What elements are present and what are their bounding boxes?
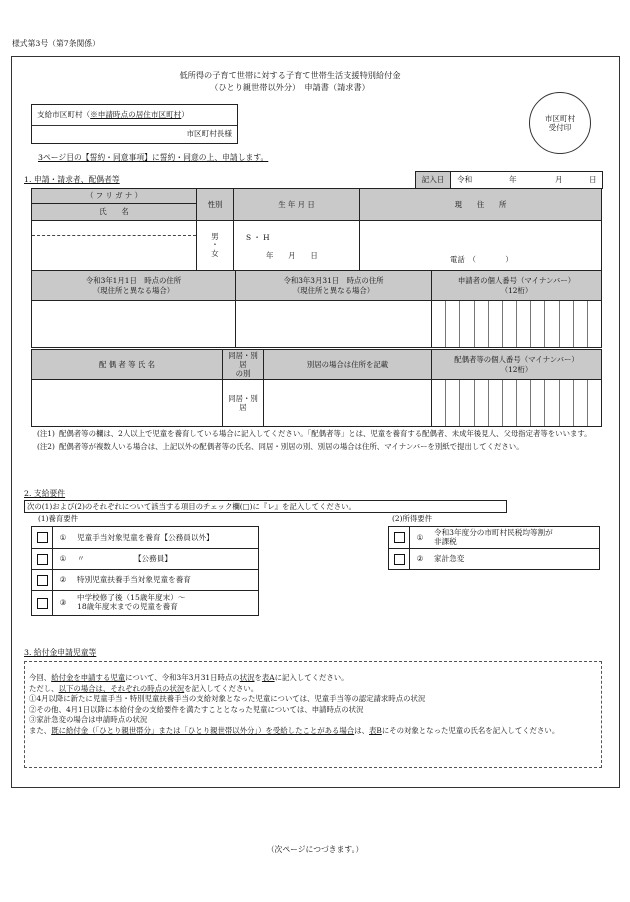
form-number: 様式第3号（第7条関係） bbox=[12, 39, 100, 48]
applicant-mynumber-field[interactable] bbox=[432, 301, 602, 348]
checkbox[interactable] bbox=[37, 598, 48, 609]
separate-address-header: 別居の場合は住所を記載 bbox=[264, 350, 432, 380]
addr-jan1-header: 令和3年1月1日 時点の住所 （現住所と異なる場合） bbox=[32, 271, 236, 301]
section3-box bbox=[24, 661, 602, 768]
spouse-table bbox=[31, 349, 602, 427]
name-field[interactable] bbox=[32, 221, 197, 271]
phone-label: 電話 （ ） bbox=[450, 255, 513, 264]
furigana-header: （ フ リ ガ ナ ） bbox=[32, 189, 197, 204]
form-title-line2: （ひとり親世帯以外分） 申請書（請求書） bbox=[210, 82, 370, 92]
separate-address-field[interactable] bbox=[264, 380, 432, 427]
spouse-name-field[interactable] bbox=[32, 380, 223, 427]
addressee-line1: 支給市区町村（※申請時点の居住市区町村） bbox=[37, 110, 189, 119]
addressee-box bbox=[31, 104, 238, 144]
reception-stamp-circle bbox=[529, 92, 591, 154]
requirement-row: ② 特別児童扶養手当対象児童を養育 bbox=[31, 569, 259, 591]
applicant-table bbox=[31, 188, 602, 271]
section3-p4: ②その他、4月1日以降に本給付金の支給要件を満たすこととなった児童については、申請時点の状況 bbox=[29, 704, 364, 714]
section3-heading: 3. 給付金申請児童等 bbox=[24, 648, 97, 657]
section3-p3: ①4月以降に新たに児童手当・特別児童扶養手当の支給対象となった児童については、児童手当等の認定請求時点の状況 bbox=[29, 694, 426, 704]
spouse-mynumber-field[interactable] bbox=[432, 380, 602, 427]
group2-title: (2)所得要件 bbox=[392, 514, 433, 523]
applicant-mynumber-header: 申請者の個人番号（マイナンバー） （12桁） bbox=[432, 271, 602, 301]
cohabitation-field[interactable]: 同居・別居 bbox=[223, 380, 264, 427]
entry-date-box bbox=[415, 171, 603, 189]
stamp-line1: 市区町村 bbox=[544, 113, 576, 123]
addr-mar31-header: 令和3年3月31日 時点の住所 （現住所と異なる場合） bbox=[236, 271, 432, 301]
requirement-row: ③ 中学校修了後（15歳年度末）〜 18歳年度末までの児童を養育 bbox=[31, 590, 259, 616]
section3-p2: ただし、以下の場合は、それぞれの時点の状況を記入してください。 bbox=[29, 683, 259, 693]
section2-heading: 2. 支給要件 bbox=[24, 489, 66, 498]
requirement-row: ① 令和3年度分の市町村民税均等割が 非課税 bbox=[388, 526, 600, 549]
entry-date-field[interactable]: 令和 年 月 日 bbox=[457, 175, 597, 184]
section1-heading: 1. 申請・請求者、配偶者等 bbox=[24, 175, 120, 184]
checkbox[interactable] bbox=[37, 554, 48, 565]
birthdate-field[interactable]: S ・ H 年 月 日 bbox=[234, 221, 360, 271]
name-header: 氏 名 bbox=[32, 204, 197, 221]
section3-p6: また、既に給付金（「ひとり親世帯分」または「ひとり親世帯以外分」）を受給したことがある場合は、表Bにその対象となった児童の氏名を記入してください。 bbox=[29, 725, 560, 735]
section3-p5: ③家計急変の場合は申請時点の状況 bbox=[29, 715, 148, 725]
checkbox[interactable] bbox=[37, 575, 48, 586]
continued-note: （次ページにつづきます。） bbox=[266, 845, 364, 854]
birthdate-header: 生 年 月 日 bbox=[234, 189, 360, 221]
sex-field[interactable]: 男 ・ 女 bbox=[197, 221, 234, 271]
addr-mar31-field[interactable] bbox=[236, 301, 432, 348]
section3-p1: 今回、給付金を申請する児童について、令和3年3月31日時点の状況を表Aに記入してください。 bbox=[29, 673, 349, 682]
checkbox[interactable] bbox=[394, 554, 405, 565]
note-1: (注1) 配偶者等の欄は、2人以上で児童を養育している場合に記入してください。「配偶者等」とは、児童を養育する配偶者、未成年後見人、父母指定者等をいいます。 bbox=[37, 429, 592, 438]
sex-header: 性別 bbox=[197, 189, 234, 221]
form-title-line1: 低所得の子育て世帯に対する子育て世帯生活支援特別給付金 bbox=[179, 70, 401, 80]
prior-address-table bbox=[31, 270, 602, 348]
group1-title: (1)養育要件 bbox=[38, 514, 79, 523]
addr-jan1-field[interactable] bbox=[32, 301, 236, 348]
spouse-name-header: 配 偶 者 等 氏 名 bbox=[32, 350, 223, 380]
section2-instruction: 次の(1)および(2)のそれぞれについて該当する項目のチェック欄(□)に『レ』を記入してください。 bbox=[24, 500, 507, 513]
stamp-line2: 受付印 bbox=[548, 123, 572, 132]
requirement-row: ① 児童手当対象児童を養育【公務員以外】 bbox=[31, 526, 259, 549]
cohabitation-header: 同居・別居 の別 bbox=[223, 350, 264, 380]
checkbox[interactable] bbox=[394, 532, 405, 543]
addressee-line2: 市区町村長様 bbox=[186, 129, 232, 138]
checkbox[interactable] bbox=[37, 532, 48, 543]
entry-date-label: 記入日 bbox=[416, 172, 451, 188]
requirement-row: ② 家計急変 bbox=[388, 548, 600, 570]
pledge-text: 3ページ目の【誓約・同意事項】に誓約・同意の上、申請します。 bbox=[38, 153, 269, 162]
note-2: (注2) 配偶者等が複数人いる場合は、上記以外の配偶者等の氏名、同居・別居の別、別居の場合は住所、マイナンバーを別紙で提出してください。 bbox=[37, 441, 524, 451]
requirement-row: ① 〃 【公務員】 bbox=[31, 548, 259, 570]
address-field[interactable] bbox=[360, 221, 602, 271]
address-header: 現 住 所 bbox=[360, 189, 602, 221]
spouse-mynumber-header: 配偶者等の個人番号（マイナンバー） （12桁） bbox=[432, 350, 602, 380]
notes bbox=[37, 429, 602, 451]
